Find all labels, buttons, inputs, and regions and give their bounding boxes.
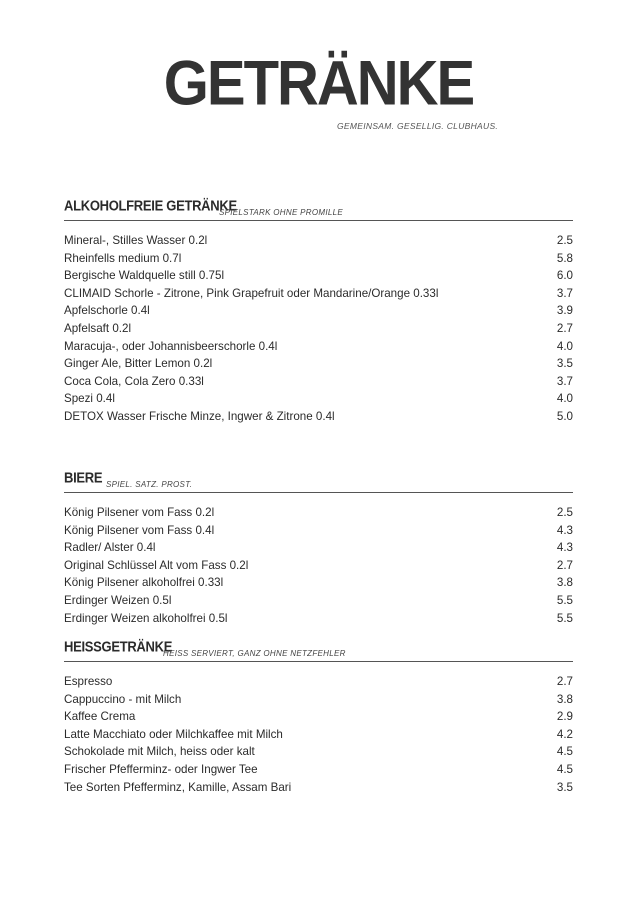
item-price: 6.0 <box>556 269 573 283</box>
section-alkoholfreie-getraenke <box>64 196 573 426</box>
menu-item <box>64 285 573 303</box>
item-name: Maracuja-, oder Johannisbeerschorle 0.4l <box>64 339 278 353</box>
tagline: GEMEINSAM. GESELLIG. CLUBHAUS. <box>337 121 499 131</box>
menu-item <box>64 726 573 744</box>
item-name: Coca Cola, Cola Zero 0.33l <box>64 374 204 388</box>
section-heissgetraenke <box>64 637 573 796</box>
item-price: 2.5 <box>556 234 573 247</box>
section-subtitle: HEISS SERVIERT, GANZ OHNE NETZFEHLER <box>163 649 346 658</box>
item-list <box>64 504 573 627</box>
item-name: König Pilsener vom Fass 0.2l <box>64 506 215 519</box>
item-name: Spezi 0.4l <box>64 392 115 406</box>
section-title: HEISSGETRÄNKE <box>64 637 173 655</box>
item-name: Bergische Waldquelle still 0.75l <box>64 269 225 283</box>
item-name: Apfelsaft 0.2l <box>64 321 132 335</box>
item-price: 4.5 <box>556 762 573 776</box>
menu-item <box>64 338 573 356</box>
menu-item <box>64 320 573 338</box>
item-price: 3.7 <box>556 286 573 300</box>
menu-item <box>64 267 573 285</box>
item-price: 4.0 <box>556 339 573 353</box>
item-name: Erdinger Weizen alkoholfrei 0.5l <box>64 611 228 625</box>
item-price: 5.8 <box>556 251 573 265</box>
item-price: 3.8 <box>556 692 573 706</box>
item-price: 4.3 <box>556 523 573 537</box>
item-price: 2.7 <box>556 558 573 572</box>
menu-item <box>64 408 573 426</box>
item-price: 3.5 <box>556 357 573 371</box>
item-name: Rheinfells medium 0.7l <box>64 251 182 265</box>
item-name: Apfelschorle 0.4l <box>64 304 150 318</box>
item-name: Mineral-, Stilles Wasser 0.2l <box>64 234 208 247</box>
item-price: 2.5 <box>556 506 573 519</box>
item-name: Cappuccino - mit Milch <box>64 692 182 706</box>
menu-item <box>64 691 573 709</box>
item-price: 4.0 <box>556 392 573 406</box>
item-name: Schokolade mit Milch, heiss oder kalt <box>64 745 255 759</box>
menu-item <box>64 574 573 592</box>
item-name: König Pilsener alkoholfrei 0.33l <box>64 576 224 590</box>
item-name: Tee Sorten Pfefferminz, Kamille, Assam Bari <box>64 780 292 794</box>
item-name: König Pilsener vom Fass 0.4l <box>64 523 215 537</box>
menu-item <box>64 373 573 391</box>
menu-item <box>64 302 573 320</box>
menu-item <box>64 761 573 779</box>
item-price: 4.2 <box>556 727 573 741</box>
menu-item <box>64 708 573 726</box>
menu-item <box>64 557 573 575</box>
item-name: Original Schlüssel Alt vom Fass 0.2l <box>64 558 249 572</box>
item-price: 2.7 <box>556 321 573 335</box>
section-subtitle: SPIEL. SATZ. PROST. <box>106 480 193 489</box>
section-biere <box>64 468 573 627</box>
menu-item <box>64 610 573 628</box>
item-name: Frischer Pfefferminz- oder Ingwer Tee <box>64 762 258 776</box>
section-header <box>64 468 573 493</box>
item-price: 5.5 <box>556 593 573 607</box>
section-header <box>64 637 573 662</box>
menu-item <box>64 232 573 250</box>
section-title: BIERE <box>64 468 103 486</box>
item-name: Erdinger Weizen 0.5l <box>64 593 172 607</box>
item-price: 2.7 <box>556 675 573 688</box>
menu-item <box>64 539 573 557</box>
item-price: 3.9 <box>556 304 573 318</box>
item-name: CLIMAID Schorle - Zitrone, Pink Grapefruit oder Mandarine/Orange 0.33l <box>64 286 439 300</box>
item-price: 5.0 <box>556 409 573 423</box>
section-header <box>64 196 573 221</box>
item-price: 2.9 <box>556 710 573 724</box>
section-subtitle: SPIELSTARK OHNE PROMILLE <box>219 208 343 217</box>
menu-item <box>64 504 573 522</box>
item-price: 4.5 <box>556 745 573 759</box>
menu-item <box>64 250 573 268</box>
menu-item <box>64 522 573 540</box>
menu-item <box>64 779 573 797</box>
menu-item <box>64 355 573 373</box>
item-name: DETOX Wasser Frische Minze, Ingwer & Zitrone 0.4l <box>64 409 335 423</box>
item-name: Ginger Ale, Bitter Lemon 0.2l <box>64 357 213 371</box>
item-price: 4.3 <box>556 541 573 555</box>
item-price: 3.5 <box>556 780 573 794</box>
item-price: 3.7 <box>556 374 573 388</box>
menu-item <box>64 592 573 610</box>
item-name: Latte Macchiato oder Milchkaffee mit Milch <box>64 727 283 741</box>
menu-item <box>64 390 573 408</box>
item-name: Radler/ Alster 0.4l <box>64 541 156 555</box>
menu-item <box>64 743 573 761</box>
section-title: ALKOHOLFREIE GETRÄNKE <box>64 196 237 214</box>
item-name: Kaffee Crema <box>64 710 136 724</box>
item-price: 5.5 <box>556 611 573 625</box>
page-title: GETRÄNKE <box>163 48 474 119</box>
item-price: 3.8 <box>556 576 573 590</box>
item-name: Espresso <box>64 675 113 688</box>
item-list <box>64 673 573 796</box>
item-list <box>64 232 573 426</box>
menu-item <box>64 673 573 691</box>
